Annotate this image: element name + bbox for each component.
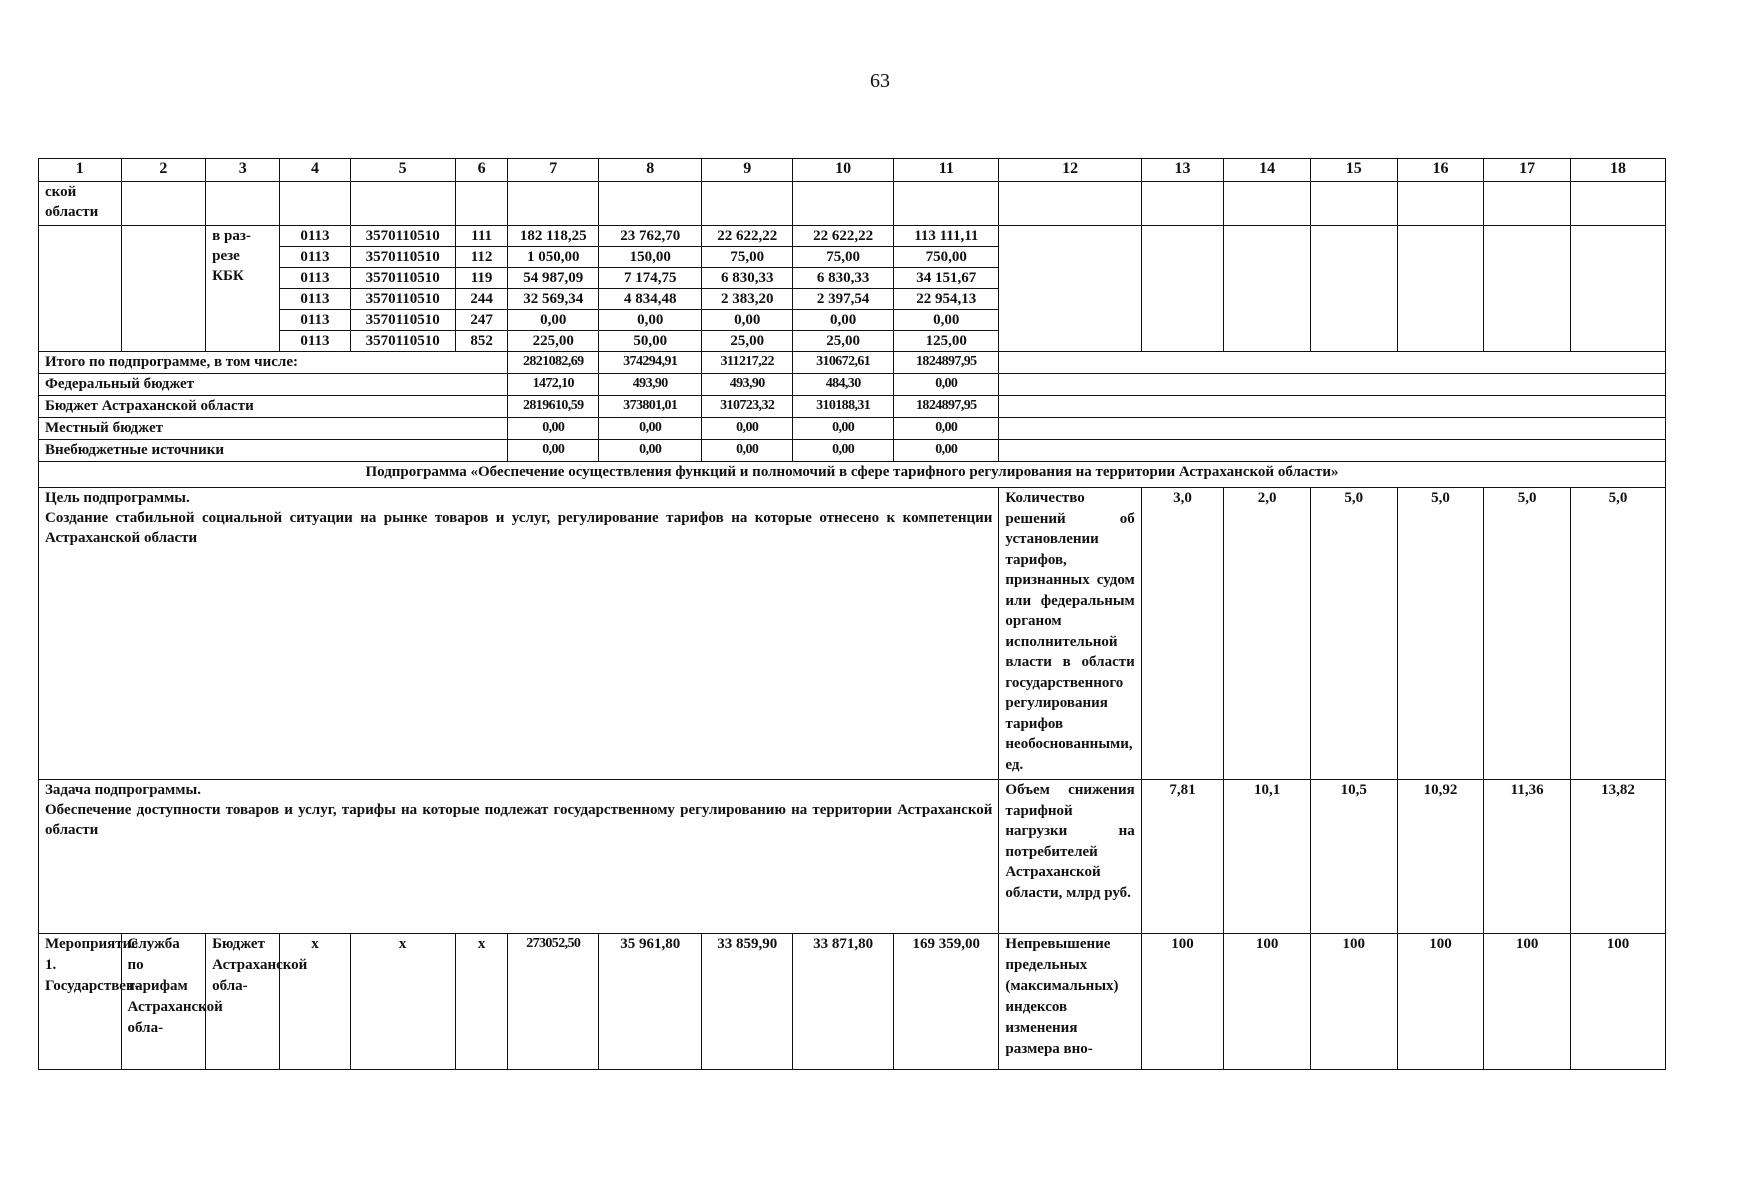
section-code: 0113 — [280, 331, 350, 352]
amount-cell: 0,00 — [702, 310, 793, 331]
column-number: 6 — [455, 159, 508, 182]
total-row — [39, 418, 1666, 440]
total-amount: 310723,32 — [702, 396, 793, 418]
measure-source: Бюджет Астраханской обла- — [206, 934, 280, 1070]
column-number: 14 — [1224, 159, 1311, 182]
total-row — [39, 396, 1666, 418]
amount-cell: 750,00 — [894, 247, 999, 268]
column-number-row — [39, 159, 1666, 182]
amount-cell: 0,00 — [508, 310, 599, 331]
amount-cell: 2 397,54 — [793, 289, 894, 310]
amount-cell: 0,00 — [894, 310, 999, 331]
column-number: 15 — [1310, 159, 1397, 182]
goal-indicator: Количество решений об установлении тарифов, признанных судом или федеральным органом исполнительной власти в области государственного регулирования тарифов необоснованными, ед. — [999, 488, 1141, 780]
empty-cell — [1310, 182, 1397, 226]
measure-amount: 33 859,90 — [702, 934, 793, 1070]
empty-cell — [1141, 226, 1224, 352]
amount-cell: 25,00 — [702, 331, 793, 352]
total-amount: 484,30 — [793, 374, 894, 396]
empty-cell — [455, 182, 508, 226]
column-number: 9 — [702, 159, 793, 182]
subprogram-title: Подпрограмма «Обеспечение осуществления функций и полномочий в сфере тарифного регулирования на территории Астраханской области» — [39, 462, 1666, 488]
total-amount: 1824897,95 — [894, 352, 999, 374]
column-number: 17 — [1484, 159, 1571, 182]
measure-code: x — [455, 934, 508, 1070]
total-amount: 493,90 — [702, 374, 793, 396]
amount-cell: 75,00 — [793, 247, 894, 268]
goal-row — [39, 488, 1666, 780]
amount-cell: 22 622,22 — [793, 226, 894, 247]
expense-type-code: 112 — [455, 247, 508, 268]
empty-cell — [1310, 226, 1397, 352]
amount-cell: 75,00 — [702, 247, 793, 268]
column-number: 8 — [599, 159, 702, 182]
amount-cell: 0,00 — [599, 310, 702, 331]
total-amount: 0,00 — [894, 374, 999, 396]
amount-cell: 7 174,75 — [599, 268, 702, 289]
task-row — [39, 780, 1666, 934]
target-code: 3570110510 — [350, 289, 455, 310]
empty-cell — [1570, 226, 1665, 352]
amount-cell: 25,00 — [793, 331, 894, 352]
empty-cell — [999, 182, 1141, 226]
measure-row — [39, 934, 1666, 1070]
measure-indicator: Непревышение предельных (максимальных) индексов изменения размера вно- — [999, 934, 1141, 1070]
column-number: 13 — [1141, 159, 1224, 182]
total-label: Федеральный бюджет — [39, 374, 508, 396]
total-amount: 0,00 — [508, 418, 599, 440]
total-amount: 1824897,95 — [894, 396, 999, 418]
total-amount: 373801,01 — [599, 396, 702, 418]
target-code: 3570110510 — [350, 310, 455, 331]
section-code: 0113 — [280, 226, 350, 247]
column-number: 1 — [39, 159, 122, 182]
section-code: 0113 — [280, 289, 350, 310]
total-amount: 311217,22 — [702, 352, 793, 374]
indicator-value: 13,82 — [1570, 780, 1665, 934]
amount-cell: 6 830,33 — [793, 268, 894, 289]
measure-amount: 169 359,00 — [894, 934, 999, 1070]
empty-cell — [599, 182, 702, 226]
total-amount: 0,00 — [508, 440, 599, 462]
empty-cell — [280, 182, 350, 226]
total-label: Внебюджетные источники — [39, 440, 508, 462]
total-amount: 310188,31 — [793, 396, 894, 418]
total-amount: 0,00 — [894, 440, 999, 462]
indicator-value: 5,0 — [1397, 488, 1484, 780]
indicator-value: 100 — [1310, 934, 1397, 1070]
expense-type-code: 119 — [455, 268, 508, 289]
target-code: 3570110510 — [350, 331, 455, 352]
total-amount: 0,00 — [894, 418, 999, 440]
program-table — [38, 158, 1666, 1070]
section-code: 0113 — [280, 268, 350, 289]
amount-cell: 2 383,20 — [702, 289, 793, 310]
section-code: 0113 — [280, 310, 350, 331]
indicator-value: 5,0 — [1570, 488, 1665, 780]
goal-text: Цель подпрограммы. Создание стабильной социальной ситуации на рынке товаров и услуг, регулирование тарифов на которые отнесено к компетенции Астраханской области — [39, 488, 999, 780]
measure-code: x — [350, 934, 455, 1070]
indicator-value: 10,5 — [1310, 780, 1397, 934]
indicator-value: 100 — [1224, 934, 1311, 1070]
expense-type-code: 852 — [455, 331, 508, 352]
indicator-value: 100 — [1570, 934, 1665, 1070]
total-row — [39, 352, 1666, 374]
indicator-value: 100 — [1484, 934, 1571, 1070]
indicator-value: 100 — [1141, 934, 1224, 1070]
total-amount: 0,00 — [793, 418, 894, 440]
amount-cell: 6 830,33 — [702, 268, 793, 289]
empty-cell — [1484, 226, 1571, 352]
amount-cell: 23 762,70 — [599, 226, 702, 247]
empty-cell — [1141, 182, 1224, 226]
measure-amount: 273052,50 — [508, 934, 599, 1070]
total-amount: 0,00 — [702, 440, 793, 462]
total-label: Итого по подпрограмме, в том числе: — [39, 352, 508, 374]
region-row — [39, 182, 1666, 226]
amount-cell: 54 987,09 — [508, 268, 599, 289]
amount-cell: 1 050,00 — [508, 247, 599, 268]
empty-cell — [999, 352, 1666, 374]
total-row — [39, 374, 1666, 396]
empty-cell — [1224, 182, 1311, 226]
indicator-value: 10,1 — [1224, 780, 1311, 934]
target-code: 3570110510 — [350, 247, 455, 268]
region-cell: ской области — [39, 182, 122, 226]
expense-type-code: 244 — [455, 289, 508, 310]
task-indicator: Объем снижения тарифной нагрузки на потребителей Астраханской области, млрд руб. — [999, 780, 1141, 934]
total-amount: 1472,10 — [508, 374, 599, 396]
measure-code: x — [280, 934, 350, 1070]
expense-type-code: 111 — [455, 226, 508, 247]
amount-cell: 22 622,22 — [702, 226, 793, 247]
empty-cell — [1224, 226, 1311, 352]
empty-cell — [1484, 182, 1571, 226]
total-amount: 0,00 — [599, 418, 702, 440]
empty-cell — [793, 182, 894, 226]
column-number: 3 — [206, 159, 280, 182]
amount-cell: 50,00 — [599, 331, 702, 352]
empty-cell — [1397, 182, 1484, 226]
column-number: 12 — [999, 159, 1141, 182]
total-label: Бюджет Астраханской области — [39, 396, 508, 418]
target-code: 3570110510 — [350, 226, 455, 247]
column-number: 7 — [508, 159, 599, 182]
total-amount: 374294,91 — [599, 352, 702, 374]
indicator-value: 3,0 — [1141, 488, 1224, 780]
amount-cell: 150,00 — [599, 247, 702, 268]
column-number: 18 — [1570, 159, 1665, 182]
total-amount: 0,00 — [599, 440, 702, 462]
total-amount: 2819610,59 — [508, 396, 599, 418]
indicator-value: 5,0 — [1310, 488, 1397, 780]
total-amount: 0,00 — [702, 418, 793, 440]
measure-name: Мероприятие 1. Государствен- — [39, 934, 122, 1070]
column-number: 10 — [793, 159, 894, 182]
measure-executor: Служба по тарифам Астраханской обла- — [121, 934, 206, 1070]
column-number: 4 — [280, 159, 350, 182]
amount-cell: 22 954,13 — [894, 289, 999, 310]
target-code: 3570110510 — [350, 268, 455, 289]
empty-cell — [702, 182, 793, 226]
empty-cell — [999, 440, 1666, 462]
indicator-value: 100 — [1397, 934, 1484, 1070]
column-number: 16 — [1397, 159, 1484, 182]
empty-cell — [39, 226, 122, 352]
page-number: 63 — [870, 70, 890, 92]
indicator-value: 10,92 — [1397, 780, 1484, 934]
section-code: 0113 — [280, 247, 350, 268]
expense-type-code: 247 — [455, 310, 508, 331]
indicator-value: 5,0 — [1484, 488, 1571, 780]
indicator-value: 11,36 — [1484, 780, 1571, 934]
empty-cell — [1397, 226, 1484, 352]
empty-cell — [350, 182, 455, 226]
column-number: 11 — [894, 159, 999, 182]
amount-cell: 4 834,48 — [599, 289, 702, 310]
indicator-value: 2,0 — [1224, 488, 1311, 780]
kbk-label: в раз- резе КБК — [206, 226, 280, 352]
empty-cell — [121, 226, 206, 352]
column-number: 2 — [121, 159, 206, 182]
amount-cell: 0,00 — [793, 310, 894, 331]
total-amount: 2821082,69 — [508, 352, 599, 374]
column-number: 5 — [350, 159, 455, 182]
total-row — [39, 440, 1666, 462]
amount-cell: 225,00 — [508, 331, 599, 352]
task-text: Задача подпрограммы. Обеспечение доступности товаров и услуг, тарифы на которые подлежат государственному регулированию на территории Астраханской области — [39, 780, 999, 934]
empty-cell — [206, 182, 280, 226]
total-label: Местный бюджет — [39, 418, 508, 440]
empty-cell — [999, 226, 1141, 352]
empty-cell — [1570, 182, 1665, 226]
indicator-value: 7,81 — [1141, 780, 1224, 934]
amount-cell: 113 111,11 — [894, 226, 999, 247]
amount-cell: 34 151,67 — [894, 268, 999, 289]
total-amount: 310672,61 — [793, 352, 894, 374]
amount-cell: 32 569,34 — [508, 289, 599, 310]
empty-cell — [508, 182, 599, 226]
kbk-row — [39, 226, 1666, 247]
total-amount: 0,00 — [793, 440, 894, 462]
empty-cell — [999, 374, 1666, 396]
amount-cell: 182 118,25 — [508, 226, 599, 247]
empty-cell — [999, 396, 1666, 418]
empty-cell — [894, 182, 999, 226]
subprogram-title-row — [39, 462, 1666, 488]
measure-amount: 33 871,80 — [793, 934, 894, 1070]
amount-cell: 125,00 — [894, 331, 999, 352]
total-amount: 493,90 — [599, 374, 702, 396]
empty-cell — [999, 418, 1666, 440]
empty-cell — [121, 182, 206, 226]
measure-amount: 35 961,80 — [599, 934, 702, 1070]
